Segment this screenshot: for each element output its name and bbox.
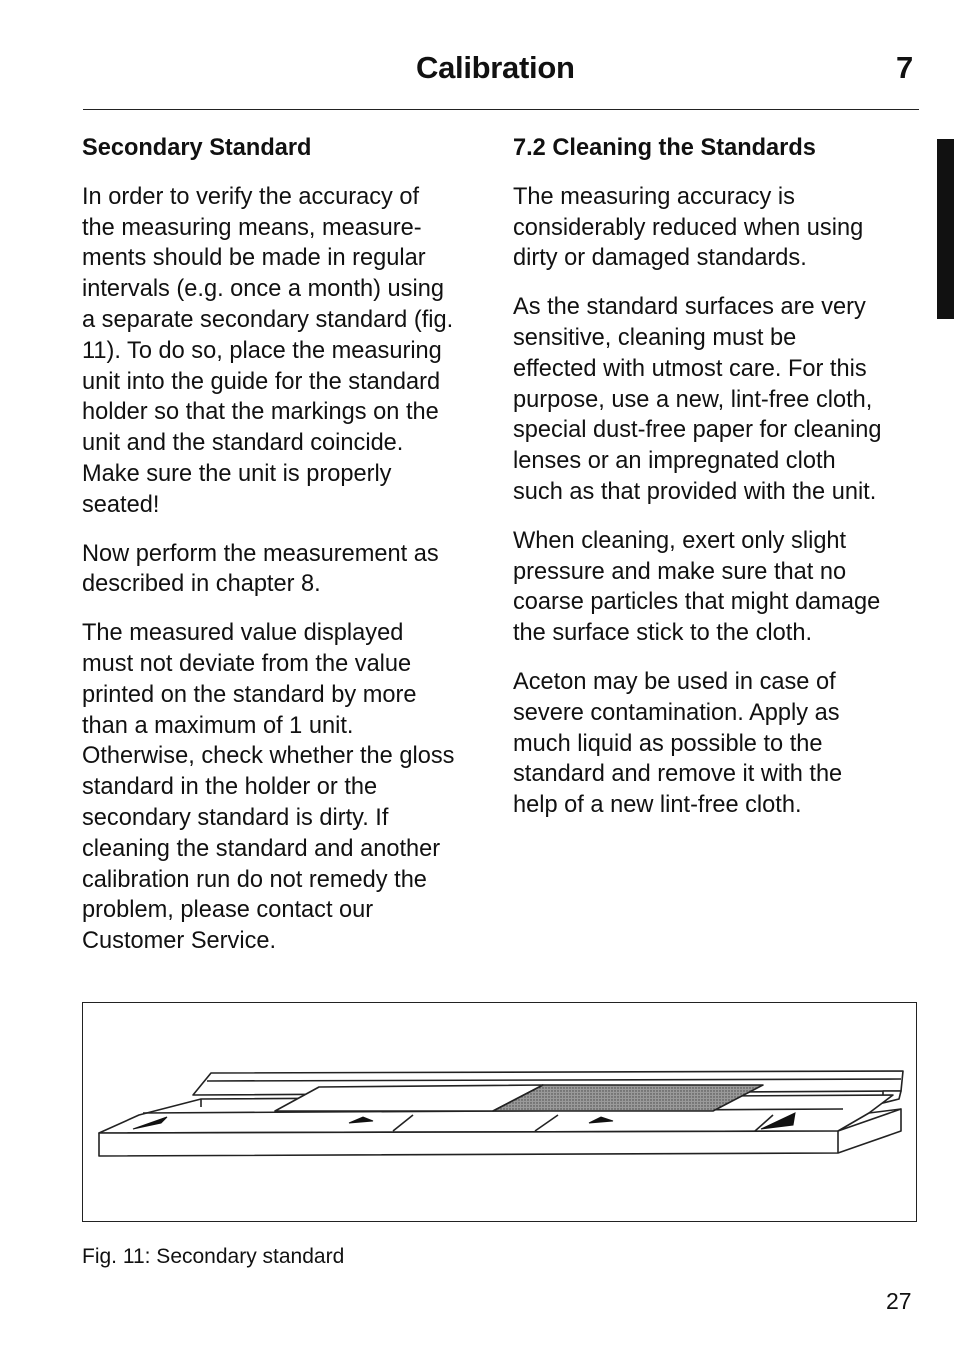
text-line: considerably reduced when using: [513, 214, 864, 241]
text-line: Make sure the unit is properly: [82, 460, 392, 487]
text-line: purpose, use a new, lint-free cloth,: [513, 386, 873, 413]
paragraph: [82, 618, 497, 957]
text-line: a separate secondary standard (fig.: [82, 306, 454, 333]
text-line: As the standard surfaces are very: [513, 294, 866, 321]
text-line: In order to verify the accuracy of: [82, 183, 420, 210]
text-line: The measured value displayed: [82, 620, 404, 647]
text-line: seated!: [82, 491, 160, 518]
text-line: Aceton may be used in case of: [513, 668, 836, 695]
text-line: Now perform the measurement as: [82, 540, 439, 567]
paragraph: [513, 292, 923, 508]
text-line: Customer Service.: [82, 928, 277, 955]
text-line: coarse particles that might damage: [513, 589, 881, 616]
chapter-thumb-tab: [937, 139, 954, 319]
text-line: problem, please contact our: [82, 897, 374, 924]
text-line: dirty or damaged standards.: [513, 245, 807, 272]
text-line: the measuring means, measure-: [82, 214, 422, 241]
text-line: standard and remove it with the: [513, 761, 843, 788]
page-number: 27: [886, 1288, 912, 1314]
text-line: 11). To do so, place the measuring: [82, 337, 442, 364]
text-line: described in chapter 8.: [82, 571, 321, 598]
text-line: intervals (e.g. once a month) using: [82, 276, 444, 303]
paragraph: [513, 667, 923, 821]
section-heading-cleaning-standards: 7.2 Cleaning the Standards: [513, 135, 816, 161]
text-line: sensitive, cleaning must be: [513, 324, 797, 351]
text-line: Otherwise, check whether the gloss: [82, 743, 455, 770]
text-line: standard in the holder or the: [82, 774, 378, 801]
text-line: printed on the standard by more: [82, 681, 417, 708]
text-line: the surface stick to the cloth.: [513, 620, 813, 647]
text-line: help of a new lint-free cloth.: [513, 792, 802, 819]
text-line: lenses or an impregnated cloth: [513, 448, 836, 475]
text-line: calibration run do not remedy the: [82, 866, 427, 893]
left-column: [82, 133, 497, 975]
page-title: Calibration: [416, 50, 575, 85]
paragraph: [513, 526, 923, 649]
text-line: unit into the guide for the standard: [82, 368, 441, 395]
header-divider: [83, 109, 919, 110]
text-line: than a maximum of 1 unit.: [82, 712, 354, 739]
right-column: [513, 133, 923, 839]
text-line: much liquid as possible to the: [513, 730, 823, 757]
text-line: When cleaning, exert only slight: [513, 527, 847, 554]
paragraph: [82, 539, 497, 601]
figure-frame: [82, 1002, 917, 1222]
secondary-standard-illustration: [83, 1003, 916, 1221]
text-line: effected with utmost care. For this: [513, 355, 867, 382]
text-line: severe contamination. Apply as: [513, 699, 840, 726]
text-line: secondary standard is dirty. If: [82, 804, 389, 831]
text-line: unit and the standard coincide.: [82, 430, 404, 457]
text-line: cleaning the standard and another: [82, 835, 441, 862]
text-line: The measuring accuracy is: [513, 183, 795, 210]
section-heading-secondary-standard: Secondary Standard: [82, 135, 312, 161]
text-line: holder so that the markings on the: [82, 399, 439, 426]
paragraph: [513, 182, 923, 274]
text-line: such as that provided with the unit.: [513, 478, 877, 505]
text-line: special dust-free paper for cleaning: [513, 417, 882, 444]
text-line: pressure and make sure that no: [513, 558, 847, 585]
text-line: must not deviate from the value: [82, 650, 412, 677]
figure-caption: Fig. 11: Secondary standard: [82, 1245, 345, 1268]
text-line: ments should be made in regular: [82, 245, 426, 272]
paragraph: [82, 182, 497, 521]
chapter-number: 7: [896, 50, 914, 85]
